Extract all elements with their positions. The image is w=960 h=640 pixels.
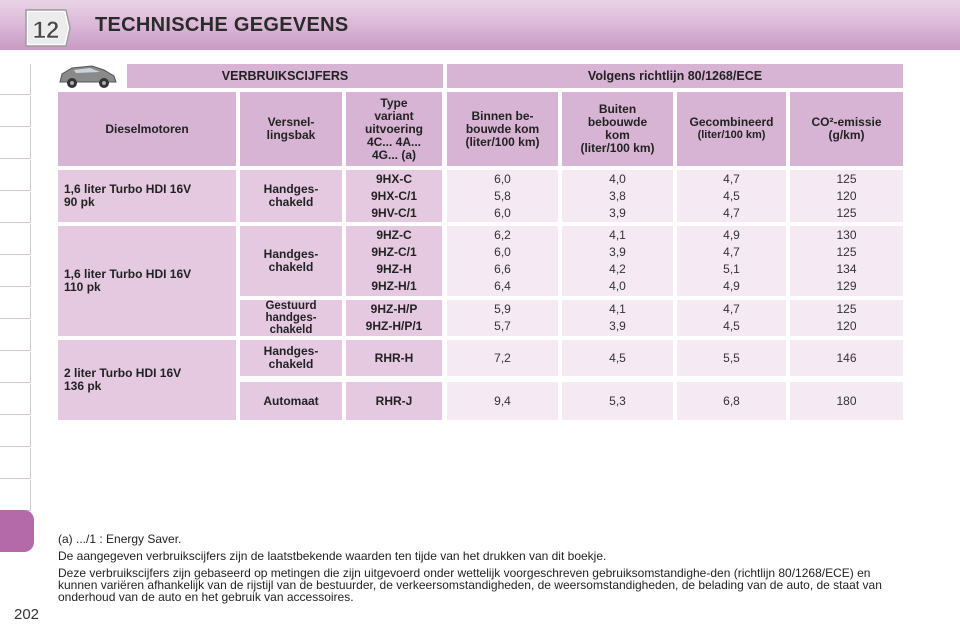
extra-urban-cell: 5,3	[562, 382, 673, 420]
type-code: 9HZ-C/1	[371, 245, 417, 259]
value: 3,8	[609, 188, 626, 203]
notes-section	[58, 533, 908, 608]
side-tab[interactable]	[0, 288, 31, 319]
urban-cell	[447, 300, 558, 336]
value: 4,0	[609, 279, 626, 293]
note-paragraph: Deze verbruikscijfers zijn gebaseerd op metingen die zijn uitgevoerd onder wettelijk voorgeschreven gebruiksomstandighe-den (richtlijn 80/1268/ECE) en kunnen variëren afhankelijk van de rijstijl van de bestuurder, de verkeersomstandigheden, de weersomstandigheden, de belading van de auto, de staat van onderhoud van de auto en het gebruik van accessoires.	[58, 566, 882, 604]
value: 4,7	[723, 302, 740, 316]
side-tab-active[interactable]	[0, 510, 34, 552]
value: 4,7	[723, 245, 740, 259]
value: 3,9	[609, 205, 626, 220]
type-code: 9HX-C	[375, 171, 412, 186]
value: 6,6	[494, 262, 511, 276]
value: 4,7	[723, 171, 740, 186]
urban-cell	[447, 170, 558, 222]
value: 134	[836, 262, 857, 276]
extra-urban-cell	[562, 226, 673, 296]
gearbox-cell: Handges- chakeld	[240, 170, 342, 222]
page-number: 202	[14, 606, 40, 623]
value: 4,1	[609, 302, 626, 316]
side-tab[interactable]	[0, 192, 31, 223]
value: 4,9	[723, 228, 740, 242]
urban-cell: 9,4	[447, 382, 558, 420]
gearbox-cell: Automaat	[240, 382, 342, 420]
co2-cell: 180	[790, 382, 903, 420]
value: 129	[836, 279, 857, 293]
co2-cell	[790, 170, 903, 222]
value: 6,0	[494, 171, 511, 186]
side-tab[interactable]	[0, 96, 31, 127]
combined-title: Gecombineerd	[689, 115, 774, 129]
col-header-engine: Dieselmotoren	[58, 92, 236, 166]
extra-urban-cell	[562, 170, 673, 222]
combined-unit: (liter/100 km)	[697, 129, 766, 141]
side-tab[interactable]	[0, 224, 31, 255]
value: 120	[836, 319, 857, 333]
gearbox-cell: Handges- chakeld	[240, 226, 342, 296]
value: 3,9	[609, 319, 626, 333]
type-code: 9HX-C/1	[370, 188, 417, 203]
type-cell: RHR-H	[346, 340, 442, 376]
type-cell	[346, 300, 442, 336]
note-paragraph: De aangegeven verbruikscijfers zijn de laatstbekende waarden ten tijde van het drukken van dit boekje.	[58, 549, 607, 563]
value: 4,1	[609, 228, 626, 242]
side-tab[interactable]	[0, 416, 31, 447]
combined-cell	[677, 226, 786, 296]
side-tab[interactable]	[0, 352, 31, 383]
value: 6,0	[494, 245, 511, 259]
value: 120	[836, 188, 857, 203]
type-cell: RHR-J	[346, 382, 442, 420]
side-tab[interactable]	[0, 384, 31, 415]
value: 130	[836, 228, 857, 242]
value: 4,9	[723, 279, 740, 293]
page-title: TECHNISCHE GEGEVENS	[95, 14, 349, 36]
value: 6,2	[494, 228, 511, 242]
value: 3,9	[609, 245, 626, 259]
type-cell	[346, 170, 442, 222]
value: 6,0	[494, 205, 511, 220]
type-code: 9HZ-H/P/1	[365, 319, 423, 333]
combined-cell: 6,8	[677, 382, 786, 420]
banner-consumption: VERBRUIKSCIJFERS	[127, 64, 443, 88]
urban-cell: 7,2	[447, 340, 558, 376]
col-header-gearbox: Versnel- lingsbak	[240, 92, 342, 166]
engine-label: 2 liter Turbo HDI 16V 136 pk	[58, 340, 236, 420]
combined-cell	[677, 170, 786, 222]
side-tab[interactable]	[0, 320, 31, 351]
side-tab[interactable]	[0, 160, 31, 191]
col-header-type: Type variant uitvoering 4C... 4A... 4G... (a)	[346, 92, 442, 166]
co2-cell	[790, 226, 903, 296]
value: 125	[836, 245, 857, 259]
value: 5,1	[723, 262, 740, 276]
value: 5,8	[494, 188, 511, 203]
side-tab[interactable]	[0, 128, 31, 159]
col-header-urban: Binnen be- bouwde kom (liter/100 km)	[447, 92, 558, 166]
value: 4,7	[723, 205, 740, 220]
combined-cell	[677, 300, 786, 336]
footnote: (a) .../1 : Energy Saver.	[58, 532, 182, 546]
side-tab[interactable]	[0, 480, 31, 511]
side-tab[interactable]	[0, 256, 31, 287]
co2-cell	[790, 300, 903, 336]
extra-urban-cell: 4,5	[562, 340, 673, 376]
value: 6,4	[494, 279, 511, 293]
type-code: 9HZ-H	[376, 262, 412, 276]
col-header-extra-urban: Buiten bebouwde kom (liter/100 km)	[562, 92, 673, 166]
urban-cell	[447, 226, 558, 296]
value: 5,7	[494, 319, 511, 333]
type-cell	[346, 226, 442, 296]
car-icon	[56, 60, 120, 90]
value: 125	[836, 302, 857, 316]
chapter-badge-icon	[20, 8, 72, 48]
type-code: 9HZ-H/1	[371, 279, 417, 293]
banner-directive: Volgens richtlijn 80/1268/ECE	[447, 64, 903, 88]
value: 125	[836, 171, 857, 186]
value: 4,5	[723, 188, 740, 203]
value: 125	[836, 205, 857, 220]
col-header-combined	[677, 92, 786, 166]
chapter-number: 12	[32, 17, 60, 44]
col-header-co2: CO²-emissie (g/km)	[790, 92, 903, 166]
type-code: 9HZ-C	[376, 228, 412, 242]
co2-cell: 146	[790, 340, 903, 376]
gearbox-cell: Gestuurd handges- chakeld	[240, 300, 342, 336]
value: 4,0	[609, 171, 626, 186]
engine-label: 1,6 liter Turbo HDI 16V 90 pk	[58, 170, 236, 222]
side-tab-strip	[0, 64, 34, 584]
gearbox-cell: Handges- chakeld	[240, 340, 342, 376]
value: 4,5	[723, 319, 740, 333]
value: 5,9	[494, 302, 511, 316]
value: 4,2	[609, 262, 626, 276]
extra-urban-cell	[562, 300, 673, 336]
engine-label: 1,6 liter Turbo HDI 16V 110 pk	[58, 226, 236, 336]
type-code: 9HZ-H/P	[370, 302, 418, 316]
side-tab[interactable]	[0, 64, 31, 95]
combined-cell: 5,5	[677, 340, 786, 376]
side-tab[interactable]	[0, 448, 31, 479]
type-code: 9HV-C/1	[371, 205, 417, 220]
